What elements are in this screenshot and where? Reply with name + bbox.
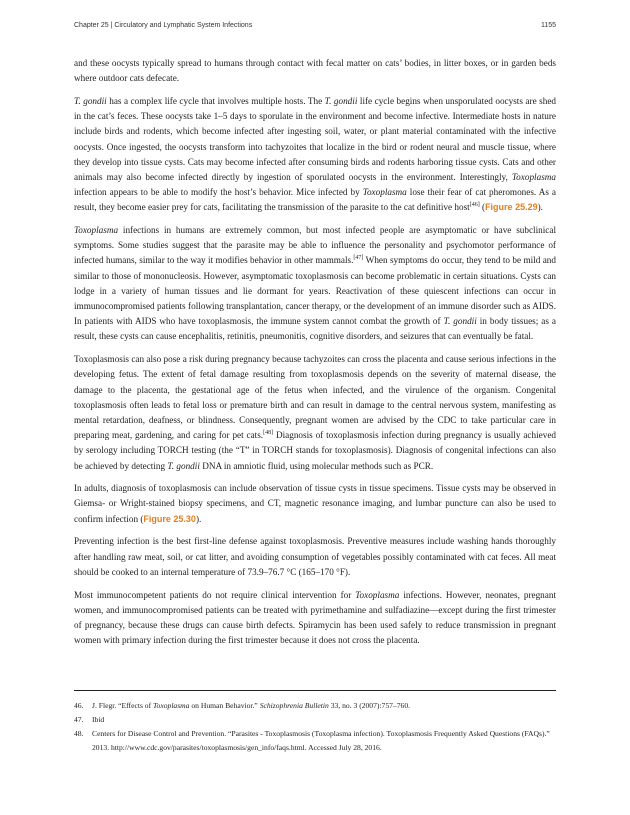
paragraph-text: infections. However, neonates, pregnant women, and immunocompromised patients can be treated with pyrimethamine and sulfadiazine—except during the first trimester of pregnancy, because these drugs can cause birth defects. Spiramycin has been used safely to reduce transmission in pregnant women with primary infection during the first trimester because it does not cross the placenta. [74,589,556,646]
paragraph-1: and these oocysts typically spread to humans through contact with fecal matter on cats’ bodies, in litter boxes, or in garden beds where outdoor cats defecate. [74,58,556,84]
footnote-segment: J. Flegr. “Effects of [92,701,154,710]
page-content [74,18,556,656]
footnote-number: 46. [74,701,84,710]
footnote-italic: Toxoplasma [153,701,190,710]
page-number: 1155 [540,21,556,29]
paragraph-6: Preventing infection is the best first-line defense against toxoplasmosis. Preventive measures include washing hands thoroughly after handling raw meat, soil, or cat litter, and avoiding consumption of vegetables possibly contaminated with cat feces. All meat should be cooked to an internal temperature of 73.9–76.7 °C (165–170 °F). [74,536,556,577]
footnote-number: 47. [74,715,84,724]
species-name: T. gondii [324,95,358,106]
footnote-47 [74,713,556,727]
paragraph-text: infections in humans are extremely common, but most infected people are asymptomatic or have subclinical symptoms. Some studies suggest that the parasite may be able to influence the personality and psychomotor performance of infected humans, similar to the way it modifies behavior in other mammals. [74,225,556,266]
paragraph-7 [74,588,556,649]
footnote-segment: on Human Behavior.” [189,701,260,710]
paragraph-text: lose their fear of cat pheromones. As a result, they become easier prey for cats, facilitating the transmission of the parasite to the cat definitive host [74,187,556,213]
species-name: Toxoplasma [74,225,119,236]
paragraph-text: life cycle begins when unsporulated oocysts are shed in the cat’s feces. These oocysts take 1–5 days to sporulate in the environment and become infective. Intermediate hosts in nature include birds and rodents, which become infected after ingesting soil, water, or plant material contaminated with the infective oocysts. Once ingested, the oocysts transform into tachyzoites that localize in the bird or rodent neural and muscle tissue, where they develop into tissue cysts. Cats may become infected after consuming birds and rodents harboring tissue cysts. Cats and other animals may also become infected directly by ingestion of sporulated oocysts in the environment. Interestingly, [74,95,556,182]
footnote-segment: 33, no. 3 (2007):757–760. [328,701,411,710]
species-name: T. gondii [167,460,200,471]
journal-title: Schizophrenia Bulletin [259,701,329,710]
paragraph-text: When symptoms do occur, they tend to be mild and similar to those of mononucleosis. However, asymptomatic toxoplasmosis can become problematic in certain situations. Cysts can lodge in a variety of human tissues and lie dormant for years. Reactivation of these quiescent infections can occur in immunocompromised patients following transplantation, cancer therapy, or the development of an immune disorder such as AIDS. In patients with AIDS who have toxoplasmosis, the immune system cannot combat the growth of [74,255,556,327]
species-name: Toxoplasma [362,187,407,198]
paragraph-text: Diagnosis of toxoplasmosis infection during pregnancy is usually achieved by serology including TORCH testing (the “T” in TORCH stands for toxoplasmosis). Diagnosis of congenital infections can also be achieved by detecting [74,430,556,471]
footnote-48 [74,727,556,755]
paragraph-text: Toxoplasmosis can also pose a risk during pregnancy because tachyzoites can cross the placenta and cause serious infections in the developing fetus. The extent of fetal damage resulting from toxoplasmosis depends on the severity of maternal disease, the damage to the placenta, the gestational age of the fetus when infected, and the virulence of the organism. Congenital toxoplasmosis often leads to fetal loss or premature birth and can result in damage to the central nervous system, manifesting as mental retardation, deafness, or blindness. Consequently, pregnant women are advised by the CDC to take particular care in preparing meat, gardening, and caring for pet cats. [74,354,556,441]
paragraph-text: ( [479,202,486,213]
citation-47[interactable]: [47] [353,255,364,262]
footnotes [74,690,556,755]
paragraph-text: infection appears to be able to modify the host’s behavior. Mice infected by [74,187,363,198]
paragraph-text: ). [195,513,202,524]
figure-25-29-link[interactable]: Figure 25.29 [485,202,538,213]
paragraph-2 [74,94,556,216]
paragraph-text: DNA in amniotic fluid, using molecular methods such as PCR. [199,460,434,471]
paragraph-text: ). [537,202,543,213]
paragraph-text: In adults, diagnosis of toxoplasmosis can include observation of tissue cysts in tissue specimens. Tissue cysts may be observed in Giemsa- or Wright-stained biopsy specimens, and CT, magnetic resonance imaging, and lumbar puncture can also be used to confirm infection ( [74,483,556,524]
footnote-number: 48. [74,729,84,738]
species-name: T. gondii [443,316,477,327]
chapter-title: Chapter 25 | Circulatory and Lymphatic System Infections [74,21,253,29]
citation-48[interactable]: [48] [263,430,274,437]
paragraph-text: in body tissues; as a result, these cysts can cause encephalitis, retinitis, pneumonitis, cognitive disorders, and seizures that can eventually be fatal. [74,316,556,342]
paragraph-3 [74,223,556,345]
paragraph-text: Most immunocompetent patients do not require clinical intervention for [74,589,356,600]
running-header [74,18,556,32]
paragraph-4 [74,352,556,474]
figure-25-30-link[interactable]: Figure 25.30 [143,513,196,524]
footnote-text: Centers for Disease Control and Prevention. “Parasites - Toxoplasmosis (Toxoplasma infection). Toxoplasmosis Frequently Asked Questions (FAQs).” 2013. http://www.cdc.gov/parasites/toxoplasmosis/gen_info/faqs.html. Accessed July 28, 2016. [92,729,550,752]
footnote-text: Ibid [92,715,105,724]
species-name: T. gondii [74,95,107,106]
species-name: Toxoplasma [355,589,400,600]
species-name: Toxoplasma [511,171,556,182]
footnote-46 [74,699,556,713]
main-text [74,56,556,648]
footnote-text [92,699,556,713]
paragraph-5 [74,481,556,527]
paragraph-text: has a complex life cycle that involves multiple hosts. The [106,95,325,106]
citation-46[interactable]: [46] [469,202,480,209]
